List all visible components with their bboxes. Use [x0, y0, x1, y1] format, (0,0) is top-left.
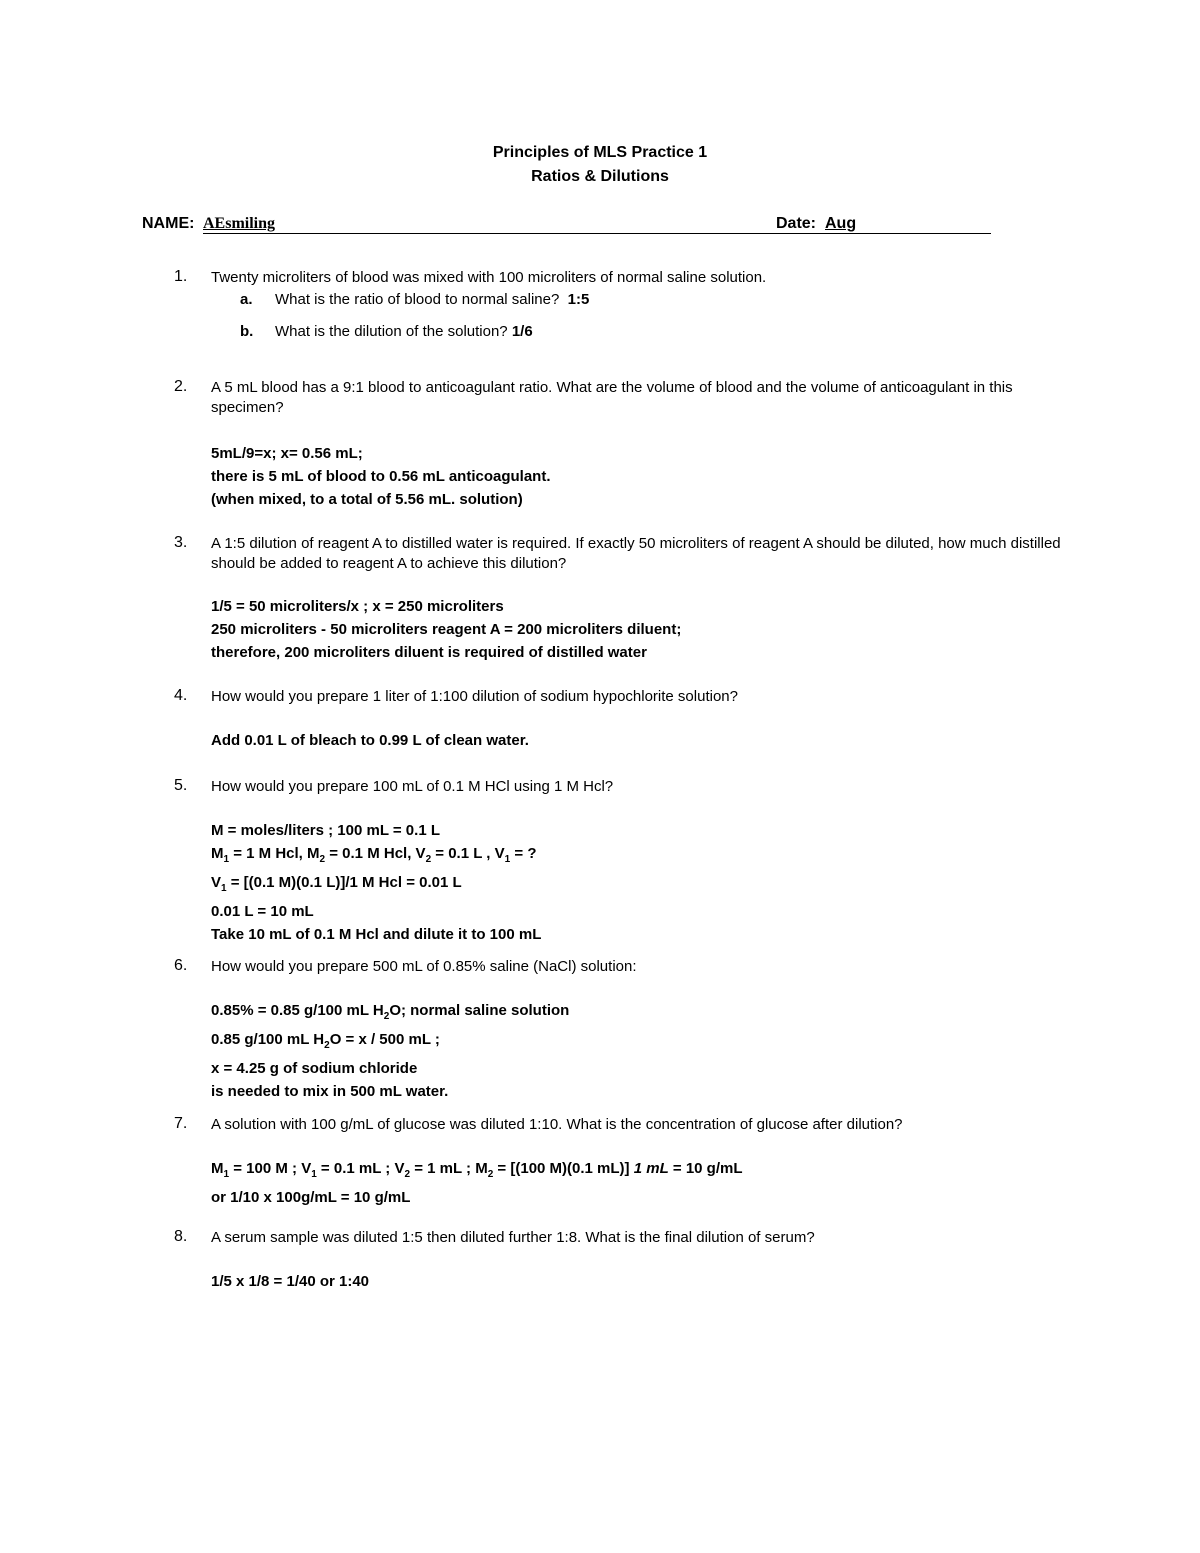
answer-line: x = 4.25 g of sodium chloride	[211, 1060, 418, 1077]
answer-block	[211, 729, 1071, 752]
question-number: 5.	[174, 777, 188, 794]
question-text: Twenty microliters of blood was mixed with 100 microliters of normal saline solution.	[211, 269, 767, 286]
question-number: 7.	[174, 1115, 188, 1132]
question-number: 8.	[174, 1228, 188, 1245]
sub-text: What is the ratio of blood to normal saline?	[275, 291, 560, 308]
question-number: 1.	[174, 268, 188, 285]
question-number: 2.	[174, 378, 188, 395]
date-value[interactable]: Aug	[825, 215, 857, 232]
answer-line: 0.85% = 0.85 g/100 mL $H_2O$; normal saline solution	[211, 1002, 570, 1022]
page-subtitle: Ratios & Dilutions	[531, 168, 669, 185]
answer-block	[211, 1157, 1071, 1209]
name-label: NAME:	[142, 215, 195, 232]
date-label: Date:	[776, 215, 817, 232]
question-text: A 5 mL blood has a 9:1 blood to anticoagulant ratio. What are the volume of blood and the volume of anticoagulant in this specimen?	[211, 379, 1013, 416]
answer-line: or 1/10 x 100g/mL = 10 g/mL	[211, 1189, 411, 1206]
answer-line: there is 5 mL of blood to 0.56 mL anticoagulant.	[211, 468, 551, 485]
answer-line: Add 0.01 L of bleach to 0.99 L of clean water.	[211, 732, 529, 749]
answer-line: 5mL/9=x; x= 0.56 mL;	[211, 445, 363, 462]
question-text: A serum sample was diluted 1:5 then diluted further 1:8. What is the final dilution of serum?	[211, 1229, 815, 1246]
page-title: Principles of MLS Practice 1	[492, 144, 708, 161]
question-text: How would you prepare 100 mL of 0.1 M HCl using 1 M Hcl?	[211, 778, 614, 795]
answer-block	[211, 999, 1071, 1103]
sub-answer: 1/6	[511, 323, 533, 340]
answer-block	[211, 595, 1071, 664]
answer-line: 0.01 L = 10 mL	[211, 903, 314, 920]
sub-label: a.	[240, 291, 253, 308]
answer-line: $V_1 = [(0.1$ M)(0.1 L)]/1 M Hcl = 0.01 L	[211, 874, 462, 894]
sub-answer: 1:5	[567, 291, 590, 308]
name-date-row	[142, 215, 992, 237]
answer-line: $M_1 = 100$ M ; $V_1 = 0.1$ mL ; $V_2 = 1$ mL ; $M_2 = [(100$ M)(0.1 mL)] 1 mL = 10 g/mL	[211, 1160, 743, 1180]
question-text: How would you prepare 1 liter of 1:100 dilution of sodium hypochlorite solution?	[211, 688, 738, 705]
question-number: 3.	[174, 534, 188, 551]
answer-line: 250 microliters - 50 microliters reagent A = 200 microliters diluent;	[211, 621, 682, 638]
answer-line: therefore, 200 microliters diluent is required of distilled water	[211, 644, 647, 661]
question-number: 4.	[174, 687, 188, 704]
answer-line: 1/5 x 1/8 = 1/40 or 1:40	[211, 1273, 370, 1290]
name-underline	[203, 233, 914, 234]
answer-line: $M_1 = 1$ M Hcl, $M_2 = 0.1$ M Hcl, $V_2 = 0.1$ L , $V_1$ = ?	[211, 845, 537, 865]
question-text: A 1:5 dilution of reagent A to distilled water is required. If exactly 50 microliters of reagent A should be diluted, how much distilled should be added to reagent A to achieve this dilution?	[211, 535, 1061, 572]
answer-line: Take 10 mL of 0.1 M Hcl and dilute it to 100 mL	[211, 926, 542, 943]
question-text: A solution with 100 g/mL of glucose was diluted 1:10. What is the concentration of glucose after dilution?	[211, 1116, 903, 1133]
sub-text: What is the dilution of the solution?	[275, 323, 508, 340]
answer-block	[211, 819, 1071, 946]
answer-block	[211, 1270, 1071, 1293]
date-underline	[825, 233, 991, 234]
sub-label: b.	[240, 323, 254, 340]
answer-block	[211, 442, 1071, 511]
name-value[interactable]: AEsmiling	[203, 215, 276, 232]
answer-line: 0.85 g/100 mL $H_2O = x / 500$ mL ;	[211, 1031, 440, 1051]
question-text: How would you prepare 500 mL of 0.85% saline (NaCl) solution:	[211, 958, 637, 975]
answer-line: is needed to mix in 500 mL water.	[211, 1083, 449, 1100]
answer-line: 1/5 = 50 microliters/x ; x = 250 microliters	[211, 598, 504, 615]
question-number: 6.	[174, 957, 188, 974]
answer-line: (when mixed, to a total of 5.56 mL. solution)	[211, 491, 523, 508]
answer-line: M = moles/liters ; 100 mL = 0.1 L	[211, 822, 440, 839]
